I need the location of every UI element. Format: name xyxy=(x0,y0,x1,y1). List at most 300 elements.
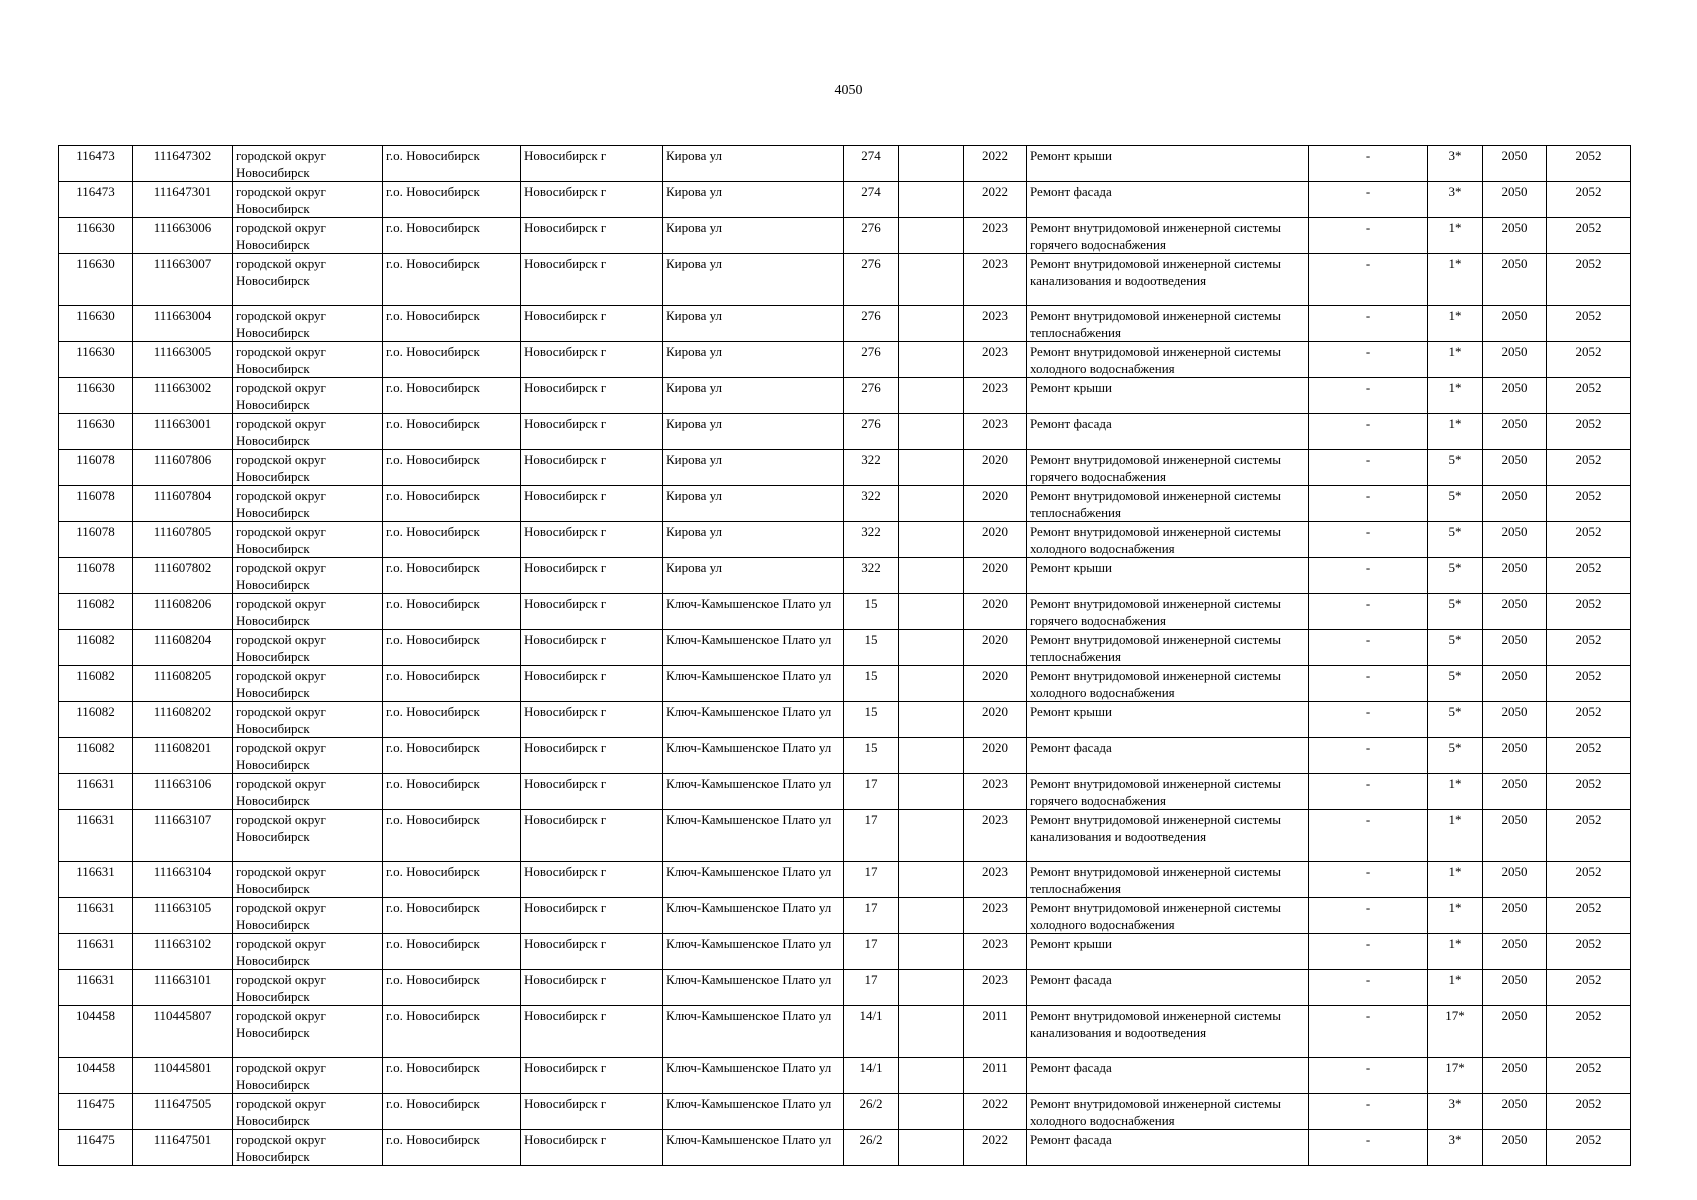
cell-work-code: 111608201 xyxy=(133,738,233,774)
cell-settlement: Новосибирск г xyxy=(521,218,663,254)
cell-work-code: 111607805 xyxy=(133,522,233,558)
cell-placeholder: - xyxy=(1309,342,1428,378)
cell-municipality: городской округ Новосибирск xyxy=(233,218,383,254)
cell-building-id: 116475 xyxy=(59,1094,133,1130)
cell-placeholder: - xyxy=(1309,450,1428,486)
cell-municipality: городской округ Новосибирск xyxy=(233,810,383,862)
cell-street: Ключ-Камышенское Плато ул xyxy=(663,1130,844,1166)
cell-priority: 1* xyxy=(1428,342,1483,378)
cell-house-number: 15 xyxy=(844,702,899,738)
cell-work-type: Ремонт фасада xyxy=(1027,414,1309,450)
cell-municipality: городской округ Новосибирск xyxy=(233,146,383,182)
cell-placeholder: - xyxy=(1309,486,1428,522)
cell-district: г.о. Новосибирск xyxy=(383,970,521,1006)
cell-end-year: 2052 xyxy=(1547,594,1631,630)
cell-work-code: 111663004 xyxy=(133,306,233,342)
cell-building-letter xyxy=(899,1006,964,1058)
cell-district: г.о. Новосибирск xyxy=(383,810,521,862)
cell-work-type: Ремонт внутридомовой инженерной системы канализования и водоотведения xyxy=(1027,1006,1309,1058)
cell-municipality: городской округ Новосибирск xyxy=(233,898,383,934)
cell-municipality: городской округ Новосибирск xyxy=(233,1058,383,1094)
cell-placeholder: - xyxy=(1309,306,1428,342)
cell-priority: 1* xyxy=(1428,774,1483,810)
cell-municipality: городской округ Новосибирск xyxy=(233,486,383,522)
cell-start-year: 2050 xyxy=(1483,1058,1547,1094)
cell-building-letter xyxy=(899,630,964,666)
cell-house-number: 276 xyxy=(844,414,899,450)
cell-start-year: 2050 xyxy=(1483,522,1547,558)
cell-start-year: 2050 xyxy=(1483,306,1547,342)
cell-priority: 5* xyxy=(1428,558,1483,594)
table-row xyxy=(59,218,1631,254)
cell-house-number: 26/2 xyxy=(844,1094,899,1130)
cell-street: Ключ-Камышенское Плато ул xyxy=(663,630,844,666)
cell-work-type: Ремонт крыши xyxy=(1027,702,1309,738)
cell-work-type: Ремонт внутридомовой инженерной системы канализования и водоотведения xyxy=(1027,254,1309,306)
cell-house-number: 276 xyxy=(844,254,899,306)
cell-building-letter xyxy=(899,342,964,378)
cell-building-id: 116078 xyxy=(59,522,133,558)
cell-year: 2020 xyxy=(964,450,1027,486)
cell-work-code: 111663007 xyxy=(133,254,233,306)
cell-building-id: 116630 xyxy=(59,342,133,378)
cell-work-type: Ремонт внутридомовой инженерной системы холодного водоснабжения xyxy=(1027,1094,1309,1130)
cell-building-id: 116473 xyxy=(59,146,133,182)
cell-settlement: Новосибирск г xyxy=(521,1058,663,1094)
cell-end-year: 2052 xyxy=(1547,774,1631,810)
cell-municipality: городской округ Новосибирск xyxy=(233,558,383,594)
cell-district: г.о. Новосибирск xyxy=(383,630,521,666)
cell-building-id: 116475 xyxy=(59,1130,133,1166)
cell-district: г.о. Новосибирск xyxy=(383,486,521,522)
cell-work-type: Ремонт внутридомовой инженерной системы теплоснабжения xyxy=(1027,306,1309,342)
table-row xyxy=(59,934,1631,970)
cell-work-code: 111608202 xyxy=(133,702,233,738)
cell-municipality: городской округ Новосибирск xyxy=(233,414,383,450)
cell-work-type: Ремонт крыши xyxy=(1027,378,1309,414)
cell-municipality: городской округ Новосибирск xyxy=(233,450,383,486)
cell-work-code: 111608204 xyxy=(133,630,233,666)
cell-municipality: городской округ Новосибирск xyxy=(233,970,383,1006)
cell-placeholder: - xyxy=(1309,218,1428,254)
cell-priority: 1* xyxy=(1428,934,1483,970)
cell-street: Кирова ул xyxy=(663,146,844,182)
cell-work-type: Ремонт крыши xyxy=(1027,146,1309,182)
cell-placeholder: - xyxy=(1309,254,1428,306)
cell-end-year: 2052 xyxy=(1547,702,1631,738)
cell-street: Ключ-Камышенское Плато ул xyxy=(663,594,844,630)
cell-start-year: 2050 xyxy=(1483,1130,1547,1166)
cell-work-code: 111663005 xyxy=(133,342,233,378)
cell-year: 2022 xyxy=(964,1094,1027,1130)
cell-building-id: 116631 xyxy=(59,970,133,1006)
cell-work-code: 111663106 xyxy=(133,774,233,810)
cell-district: г.о. Новосибирск xyxy=(383,146,521,182)
cell-work-type: Ремонт фасада xyxy=(1027,1058,1309,1094)
table-row xyxy=(59,666,1631,702)
cell-settlement: Новосибирск г xyxy=(521,702,663,738)
cell-house-number: 276 xyxy=(844,378,899,414)
cell-priority: 17* xyxy=(1428,1058,1483,1094)
table-row xyxy=(59,342,1631,378)
cell-start-year: 2050 xyxy=(1483,342,1547,378)
cell-district: г.о. Новосибирск xyxy=(383,558,521,594)
cell-start-year: 2050 xyxy=(1483,970,1547,1006)
cell-building-letter xyxy=(899,486,964,522)
cell-placeholder: - xyxy=(1309,182,1428,218)
cell-end-year: 2052 xyxy=(1547,970,1631,1006)
cell-building-letter xyxy=(899,898,964,934)
cell-placeholder: - xyxy=(1309,666,1428,702)
cell-end-year: 2052 xyxy=(1547,738,1631,774)
cell-street: Ключ-Камышенское Плато ул xyxy=(663,810,844,862)
cell-start-year: 2050 xyxy=(1483,774,1547,810)
cell-placeholder: - xyxy=(1309,522,1428,558)
cell-work-code: 111663105 xyxy=(133,898,233,934)
cell-start-year: 2050 xyxy=(1483,630,1547,666)
cell-building-id: 104458 xyxy=(59,1058,133,1094)
cell-work-type: Ремонт внутридомовой инженерной системы горячего водоснабжения xyxy=(1027,594,1309,630)
cell-work-code: 111647501 xyxy=(133,1130,233,1166)
cell-building-id: 116082 xyxy=(59,738,133,774)
cell-building-letter xyxy=(899,254,964,306)
cell-district: г.о. Новосибирск xyxy=(383,378,521,414)
cell-work-type: Ремонт внутридомовой инженерной системы теплоснабжения xyxy=(1027,862,1309,898)
cell-priority: 5* xyxy=(1428,522,1483,558)
cell-settlement: Новосибирск г xyxy=(521,486,663,522)
cell-building-id: 116078 xyxy=(59,558,133,594)
cell-district: г.о. Новосибирск xyxy=(383,666,521,702)
cell-street: Ключ-Камышенское Плато ул xyxy=(663,862,844,898)
cell-priority: 1* xyxy=(1428,970,1483,1006)
cell-building-letter xyxy=(899,414,964,450)
cell-year: 2011 xyxy=(964,1058,1027,1094)
cell-building-letter xyxy=(899,594,964,630)
cell-year: 2023 xyxy=(964,810,1027,862)
cell-end-year: 2052 xyxy=(1547,306,1631,342)
cell-settlement: Новосибирск г xyxy=(521,1094,663,1130)
cell-priority: 1* xyxy=(1428,810,1483,862)
cell-street: Кирова ул xyxy=(663,254,844,306)
cell-building-letter xyxy=(899,146,964,182)
cell-municipality: городской округ Новосибирск xyxy=(233,862,383,898)
cell-house-number: 17 xyxy=(844,862,899,898)
cell-start-year: 2050 xyxy=(1483,702,1547,738)
cell-work-code: 111647301 xyxy=(133,182,233,218)
cell-work-type: Ремонт внутридомовой инженерной системы канализования и водоотведения xyxy=(1027,810,1309,862)
cell-house-number: 276 xyxy=(844,306,899,342)
cell-work-code: 111663102 xyxy=(133,934,233,970)
cell-settlement: Новосибирск г xyxy=(521,1006,663,1058)
cell-house-number: 274 xyxy=(844,182,899,218)
cell-start-year: 2050 xyxy=(1483,594,1547,630)
cell-placeholder: - xyxy=(1309,594,1428,630)
cell-municipality: городской округ Новосибирск xyxy=(233,594,383,630)
cell-street: Кирова ул xyxy=(663,450,844,486)
cell-settlement: Новосибирск г xyxy=(521,934,663,970)
cell-settlement: Новосибирск г xyxy=(521,146,663,182)
cell-building-letter xyxy=(899,666,964,702)
cell-building-letter xyxy=(899,450,964,486)
cell-building-id: 116630 xyxy=(59,306,133,342)
table-row xyxy=(59,378,1631,414)
cell-priority: 5* xyxy=(1428,702,1483,738)
cell-building-letter xyxy=(899,1130,964,1166)
cell-work-code: 111607804 xyxy=(133,486,233,522)
cell-building-id: 104458 xyxy=(59,1006,133,1058)
cell-priority: 5* xyxy=(1428,450,1483,486)
cell-placeholder: - xyxy=(1309,1094,1428,1130)
cell-street: Кирова ул xyxy=(663,378,844,414)
cell-building-letter xyxy=(899,934,964,970)
cell-end-year: 2052 xyxy=(1547,218,1631,254)
cell-placeholder: - xyxy=(1309,774,1428,810)
cell-district: г.о. Новосибирск xyxy=(383,934,521,970)
cell-work-type: Ремонт внутридомовой инженерной системы холодного водоснабжения xyxy=(1027,522,1309,558)
cell-building-id: 116630 xyxy=(59,414,133,450)
cell-building-id: 116631 xyxy=(59,774,133,810)
cell-house-number: 15 xyxy=(844,594,899,630)
cell-settlement: Новосибирск г xyxy=(521,414,663,450)
table-row xyxy=(59,970,1631,1006)
cell-placeholder: - xyxy=(1309,414,1428,450)
table-row xyxy=(59,486,1631,522)
cell-placeholder: - xyxy=(1309,738,1428,774)
cell-building-id: 116082 xyxy=(59,594,133,630)
cell-work-code: 111663001 xyxy=(133,414,233,450)
cell-start-year: 2050 xyxy=(1483,810,1547,862)
cell-house-number: 276 xyxy=(844,342,899,378)
cell-district: г.о. Новосибирск xyxy=(383,254,521,306)
cell-work-code: 111608205 xyxy=(133,666,233,702)
cell-building-id: 116631 xyxy=(59,862,133,898)
cell-settlement: Новосибирск г xyxy=(521,182,663,218)
cell-district: г.о. Новосибирск xyxy=(383,218,521,254)
cell-end-year: 2052 xyxy=(1547,486,1631,522)
cell-start-year: 2050 xyxy=(1483,414,1547,450)
cell-municipality: городской округ Новосибирск xyxy=(233,254,383,306)
cell-street: Ключ-Камышенское Плато ул xyxy=(663,1058,844,1094)
cell-district: г.о. Новосибирск xyxy=(383,450,521,486)
cell-house-number: 15 xyxy=(844,630,899,666)
cell-building-letter xyxy=(899,218,964,254)
cell-building-letter xyxy=(899,738,964,774)
cell-building-id: 116082 xyxy=(59,666,133,702)
cell-year: 2023 xyxy=(964,342,1027,378)
cell-year: 2020 xyxy=(964,738,1027,774)
cell-street: Кирова ул xyxy=(663,486,844,522)
cell-street: Ключ-Камышенское Плато ул xyxy=(663,898,844,934)
cell-priority: 1* xyxy=(1428,862,1483,898)
cell-year: 2020 xyxy=(964,522,1027,558)
cell-work-code: 111663006 xyxy=(133,218,233,254)
cell-street: Ключ-Камышенское Плато ул xyxy=(663,666,844,702)
cell-work-type: Ремонт внутридомовой инженерной системы теплоснабжения xyxy=(1027,630,1309,666)
cell-street: Кирова ул xyxy=(663,522,844,558)
cell-priority: 5* xyxy=(1428,630,1483,666)
cell-year: 2023 xyxy=(964,218,1027,254)
table-row xyxy=(59,1058,1631,1094)
cell-building-id: 116082 xyxy=(59,702,133,738)
cell-priority: 1* xyxy=(1428,254,1483,306)
cell-year: 2023 xyxy=(964,774,1027,810)
table-row xyxy=(59,594,1631,630)
cell-end-year: 2052 xyxy=(1547,630,1631,666)
cell-street: Ключ-Камышенское Плато ул xyxy=(663,934,844,970)
cell-priority: 5* xyxy=(1428,666,1483,702)
cell-work-code: 111607802 xyxy=(133,558,233,594)
cell-priority: 3* xyxy=(1428,1130,1483,1166)
cell-work-type: Ремонт внутридомовой инженерной системы холодного водоснабжения xyxy=(1027,342,1309,378)
cell-end-year: 2052 xyxy=(1547,378,1631,414)
cell-house-number: 17 xyxy=(844,970,899,1006)
cell-street: Ключ-Камышенское Плато ул xyxy=(663,738,844,774)
cell-end-year: 2052 xyxy=(1547,1130,1631,1166)
cell-street: Ключ-Камышенское Плато ул xyxy=(663,1006,844,1058)
cell-end-year: 2052 xyxy=(1547,522,1631,558)
cell-year: 2020 xyxy=(964,558,1027,594)
cell-district: г.о. Новосибирск xyxy=(383,1094,521,1130)
cell-municipality: городской округ Новосибирск xyxy=(233,774,383,810)
cell-year: 2023 xyxy=(964,934,1027,970)
table-row xyxy=(59,414,1631,450)
cell-start-year: 2050 xyxy=(1483,146,1547,182)
cell-placeholder: - xyxy=(1309,934,1428,970)
table-row xyxy=(59,1130,1631,1166)
table-row xyxy=(59,450,1631,486)
cell-placeholder: - xyxy=(1309,1058,1428,1094)
cell-work-type: Ремонт крыши xyxy=(1027,558,1309,594)
cell-end-year: 2052 xyxy=(1547,254,1631,306)
cell-street: Ключ-Камышенское Плато ул xyxy=(663,774,844,810)
cell-end-year: 2052 xyxy=(1547,666,1631,702)
cell-municipality: городской округ Новосибирск xyxy=(233,1094,383,1130)
cell-settlement: Новосибирск г xyxy=(521,810,663,862)
cell-building-id: 116631 xyxy=(59,934,133,970)
cell-work-code: 111608206 xyxy=(133,594,233,630)
cell-work-code: 110445801 xyxy=(133,1058,233,1094)
cell-building-id: 116630 xyxy=(59,254,133,306)
cell-end-year: 2052 xyxy=(1547,862,1631,898)
cell-building-letter xyxy=(899,702,964,738)
cell-start-year: 2050 xyxy=(1483,182,1547,218)
cell-house-number: 26/2 xyxy=(844,1130,899,1166)
cell-municipality: городской округ Новосибирск xyxy=(233,666,383,702)
cell-district: г.о. Новосибирск xyxy=(383,182,521,218)
cell-settlement: Новосибирск г xyxy=(521,898,663,934)
cell-work-type: Ремонт внутридомовой инженерной системы холодного водоснабжения xyxy=(1027,898,1309,934)
cell-year: 2022 xyxy=(964,182,1027,218)
cell-placeholder: - xyxy=(1309,146,1428,182)
cell-year: 2023 xyxy=(964,306,1027,342)
cell-start-year: 2050 xyxy=(1483,898,1547,934)
cell-district: г.о. Новосибирск xyxy=(383,414,521,450)
cell-placeholder: - xyxy=(1309,630,1428,666)
table-row xyxy=(59,522,1631,558)
cell-municipality: городской округ Новосибирск xyxy=(233,342,383,378)
cell-year: 2023 xyxy=(964,862,1027,898)
cell-district: г.о. Новосибирск xyxy=(383,1058,521,1094)
cell-district: г.о. Новосибирск xyxy=(383,1130,521,1166)
cell-priority: 3* xyxy=(1428,182,1483,218)
cell-work-type: Ремонт внутридомовой инженерной системы горячего водоснабжения xyxy=(1027,450,1309,486)
cell-district: г.о. Новосибирск xyxy=(383,1006,521,1058)
cell-settlement: Новосибирск г xyxy=(521,378,663,414)
cell-priority: 1* xyxy=(1428,306,1483,342)
cell-house-number: 17 xyxy=(844,810,899,862)
cell-placeholder: - xyxy=(1309,558,1428,594)
cell-municipality: городской округ Новосибирск xyxy=(233,522,383,558)
cell-start-year: 2050 xyxy=(1483,254,1547,306)
cell-building-letter xyxy=(899,378,964,414)
cell-street: Ключ-Камышенское Плато ул xyxy=(663,1094,844,1130)
cell-start-year: 2050 xyxy=(1483,666,1547,702)
cell-street: Кирова ул xyxy=(663,306,844,342)
table-row xyxy=(59,1094,1631,1130)
cell-building-letter xyxy=(899,862,964,898)
cell-house-number: 274 xyxy=(844,146,899,182)
table-row xyxy=(59,738,1631,774)
cell-start-year: 2050 xyxy=(1483,558,1547,594)
cell-end-year: 2052 xyxy=(1547,1006,1631,1058)
cell-work-type: Ремонт внутридомовой инженерной системы холодного водоснабжения xyxy=(1027,666,1309,702)
cell-priority: 3* xyxy=(1428,1094,1483,1130)
cell-placeholder: - xyxy=(1309,898,1428,934)
cell-end-year: 2052 xyxy=(1547,342,1631,378)
cell-work-code: 111647505 xyxy=(133,1094,233,1130)
cell-house-number: 15 xyxy=(844,738,899,774)
cell-end-year: 2052 xyxy=(1547,182,1631,218)
cell-house-number: 322 xyxy=(844,522,899,558)
cell-settlement: Новосибирск г xyxy=(521,738,663,774)
cell-start-year: 2050 xyxy=(1483,1094,1547,1130)
cell-municipality: городской округ Новосибирск xyxy=(233,934,383,970)
page-number: 4050 xyxy=(834,83,863,98)
cell-building-id: 116078 xyxy=(59,486,133,522)
cell-priority: 5* xyxy=(1428,738,1483,774)
cell-building-letter xyxy=(899,182,964,218)
cell-start-year: 2050 xyxy=(1483,862,1547,898)
cell-work-type: Ремонт внутридомовой инженерной системы горячего водоснабжения xyxy=(1027,774,1309,810)
cell-placeholder: - xyxy=(1309,378,1428,414)
cell-house-number: 14/1 xyxy=(844,1058,899,1094)
cell-start-year: 2050 xyxy=(1483,378,1547,414)
cell-house-number: 14/1 xyxy=(844,1006,899,1058)
cell-work-code: 111663002 xyxy=(133,378,233,414)
cell-work-code: 111647302 xyxy=(133,146,233,182)
cell-house-number: 15 xyxy=(844,666,899,702)
cell-year: 2023 xyxy=(964,414,1027,450)
table-row xyxy=(59,254,1631,306)
cell-building-id: 116630 xyxy=(59,218,133,254)
cell-work-type: Ремонт фасада xyxy=(1027,1130,1309,1166)
cell-end-year: 2052 xyxy=(1547,450,1631,486)
cell-street: Кирова ул xyxy=(663,414,844,450)
cell-building-letter xyxy=(899,1058,964,1094)
cell-municipality: городской округ Новосибирск xyxy=(233,1006,383,1058)
cell-building-letter xyxy=(899,558,964,594)
cell-work-code: 111663104 xyxy=(133,862,233,898)
cell-year: 2020 xyxy=(964,630,1027,666)
table-row xyxy=(59,182,1631,218)
cell-building-letter xyxy=(899,306,964,342)
cell-municipality: городской округ Новосибирск xyxy=(233,182,383,218)
table-row xyxy=(59,146,1631,182)
cell-street: Ключ-Камышенское Плато ул xyxy=(663,970,844,1006)
cell-settlement: Новосибирск г xyxy=(521,594,663,630)
cell-settlement: Новосибирск г xyxy=(521,1130,663,1166)
cell-district: г.о. Новосибирск xyxy=(383,306,521,342)
